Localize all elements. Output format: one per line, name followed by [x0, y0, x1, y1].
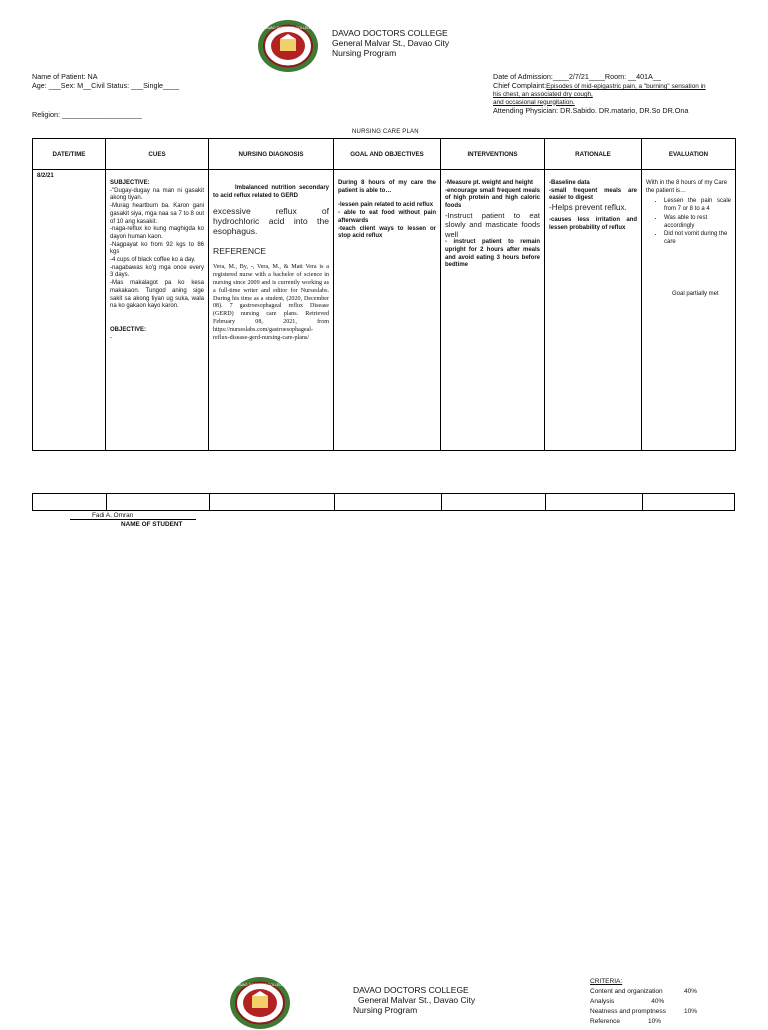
criteria-pct: 40%: [651, 998, 665, 1005]
criteria-name: Reference 10%: [590, 1018, 662, 1025]
goal-item: -teach client ways to lessen or stop acid reflux: [338, 225, 436, 240]
cell-rationale: [545, 170, 642, 451]
criteria-box: [590, 977, 697, 1027]
header-nursing-diagnosis: NURSING DIAGNOSIS: [209, 139, 334, 170]
header-cues: CUES: [106, 139, 209, 170]
header-date-time: DATE/TIME: [33, 139, 106, 170]
diagnosis-statement: Imbalanced nutrition secondary to acid reflux related to GERD: [213, 185, 329, 199]
reference-citation: Vera, M., By, -, Vera, M., & Matt Vera is a registered nurse with a bachelor of science in nursing since 2009 and is currently working as a full-time writer and editor for Nurseslabs. During his time as a student, (2020, December 08). 7 gastroesophageal reflux Disease (GERD) nursing care plans. Retrieved February 08, 2021, from https://nurseslabs.com/gastroesophageal-reflux-disease-gerd-nursing-care-plans/: [213, 264, 329, 341]
cue-item: -Nagpayat ko from 92 kgs to 86 kgs: [110, 241, 204, 256]
intervention-item: -Measure pt. weight and height: [445, 180, 534, 186]
student-name-label: NAME OF STUDENT: [121, 521, 183, 528]
patient-info-left: [32, 72, 179, 90]
criteria-row: [590, 997, 697, 1007]
entry-date: 8/2/21: [37, 173, 54, 179]
patient-name: Name of Patient: NA: [32, 72, 98, 81]
table-header-row: [33, 139, 736, 170]
rationale-item: -Helps prevent reflux.: [549, 203, 627, 213]
subjective-label: SUBJECTIVE:: [110, 180, 150, 186]
school-name: DAVAO DOCTORS COLLEGE: [332, 28, 448, 38]
cell-date: [33, 170, 106, 451]
criteria-row: [590, 1007, 697, 1017]
cell-cues: [106, 170, 209, 451]
footer-school-program: Nursing Program: [353, 1005, 418, 1015]
goal-intro: During 8 hours of my care the patient is able to…: [338, 180, 436, 194]
school-program: Nursing Program: [332, 48, 397, 58]
cell-evaluation: [642, 170, 736, 451]
seal-lettering: DAVAO DOCTORS COLLEGE: [235, 983, 285, 987]
goal-item: -lessen pain related to acid reflux: [338, 202, 434, 209]
patient-religion: Religion: ____________________: [32, 110, 142, 119]
chief-complaint-line2: his chest, an associated dry cough,: [493, 91, 593, 98]
rationale-item: -small frequent meals are easier to digest: [549, 187, 637, 202]
cue-item: -"Dugay-dugay na man ni gasakit akong tiyan.: [110, 187, 204, 202]
header-evaluation: EVALUATION: [642, 139, 736, 170]
cell-interventions: [441, 170, 545, 451]
admission-line: [493, 72, 733, 81]
reference-label: REFERENCE: [213, 246, 267, 257]
chief-complaint-line3: and occasional regurgitation.: [493, 98, 575, 106]
admission-date-label: Date of Admission:: [493, 72, 553, 81]
college-seal-logo-bottom: [229, 976, 291, 1030]
school-header: [332, 28, 449, 58]
header-rationale: RATIONALE: [545, 139, 642, 170]
evaluation-intro: With in the 8 hours of my Care the patient is…: [646, 180, 728, 194]
admission-date-value: ____2/7/21____: [552, 72, 605, 81]
cue-item: -4 cups of black coffee ko a day.: [110, 257, 196, 264]
rationale-item: -causes less irritation and lessen probability of reflux: [549, 217, 637, 231]
footer-school-name: DAVAO DOCTORS COLLEGE: [353, 985, 469, 995]
evaluation-item: • Was able to rest accordingly: [664, 215, 731, 230]
criteria-name: Analysis 40%: [590, 998, 665, 1005]
student-signature-line: [70, 519, 196, 520]
chief-complaint-text: Episodes of mid-epigastric pain, a "burning" sensation in: [546, 83, 706, 90]
patient-age-sex-status: Age: ___Sex: M__Civil Status: ___Single____: [32, 81, 180, 90]
empty-table-row: [32, 493, 735, 511]
criteria-table: [590, 987, 697, 1027]
table-row: [33, 170, 736, 451]
objective-label: OBJECTIVE:: [110, 326, 147, 333]
criteria-title: CRITERIA:: [590, 978, 623, 985]
evaluation-item: • Lessen the pain scale from 7 or 8 to a 4: [664, 198, 731, 213]
room-number: Room: __401A__: [604, 72, 661, 81]
header-goal-objectives: GOAL AND OBJECTIVES: [334, 139, 441, 170]
intervention-item: -encourage small frequent meals of high protein and high caloric foods: [445, 187, 540, 210]
objective-value: -: [110, 334, 112, 341]
rationale-item: -Baseline data: [549, 180, 590, 186]
evaluation-item: • Did not vomit during the care: [664, 231, 731, 246]
intervention-item: - instruct patient to remain upright for 2 hours after meals and avoid eating 3 hours before bedtime: [445, 239, 540, 269]
criteria-pct: 10%: [684, 1008, 698, 1015]
seal-lettering: DAVAO DOCTORS COLLEGE: [263, 26, 313, 30]
cue-item: -Murag heartburn ba. Karon gani gasakit siya, mga naa sa 7 to 8 out of 10 ang kasakit.: [110, 203, 204, 225]
school-footer: [353, 985, 475, 1015]
criteria-row: [590, 987, 697, 997]
criteria-pct: 10%: [648, 1018, 662, 1025]
cell-goal-objectives: [334, 170, 441, 451]
header-interventions: INTERVENTIONS: [441, 139, 545, 170]
college-seal-logo: [257, 19, 319, 73]
cell-nursing-diagnosis: [209, 170, 334, 451]
criteria-pct: 40%: [684, 988, 698, 995]
student-name: Fadi A. Omran: [92, 512, 134, 519]
cue-item: -nagabawas ko'g mga once every 3 days.: [110, 264, 204, 279]
goal-item: - able to eat food without pain afterwards: [338, 210, 436, 224]
evaluation-list: [646, 198, 731, 246]
patient-info-right: [493, 72, 733, 115]
care-plan-title: NURSING CARE PLAN: [352, 129, 419, 135]
criteria-name: Content and organization: [590, 988, 663, 995]
footer-school-address: General Malvar St., Davao City: [358, 995, 476, 1005]
criteria-name: Neatness and promptness: [590, 1008, 666, 1015]
nursing-care-plan-table: [32, 138, 736, 451]
intervention-item: -Instruct patient to eat slowly and masticate foods well: [445, 210, 540, 239]
cue-item: -Mas makalagot pa ko kesa makakaon. Tungod aning sige sakit sa akong tiyan ug suka, wala na ko gakaon kayo karon.: [110, 280, 204, 310]
chief-complaint: [493, 81, 733, 91]
criteria-row: [590, 1017, 697, 1027]
cue-item: -naga-reflux ko kung maghigda ko dayon human kaon.: [110, 226, 204, 240]
evaluation-result: Goal partially met: [672, 290, 719, 297]
chief-complaint-label: Chief Complaint:: [493, 81, 547, 90]
school-address: General Malvar St., Davao City: [332, 38, 450, 48]
diagnosis-aeb: excessive reflux of hydrochloric acid into the esophagus.: [213, 206, 329, 237]
attending-physician: Attending Physician: DR.Sabido. DR.matario, DR.So DR.Ona: [493, 106, 689, 115]
